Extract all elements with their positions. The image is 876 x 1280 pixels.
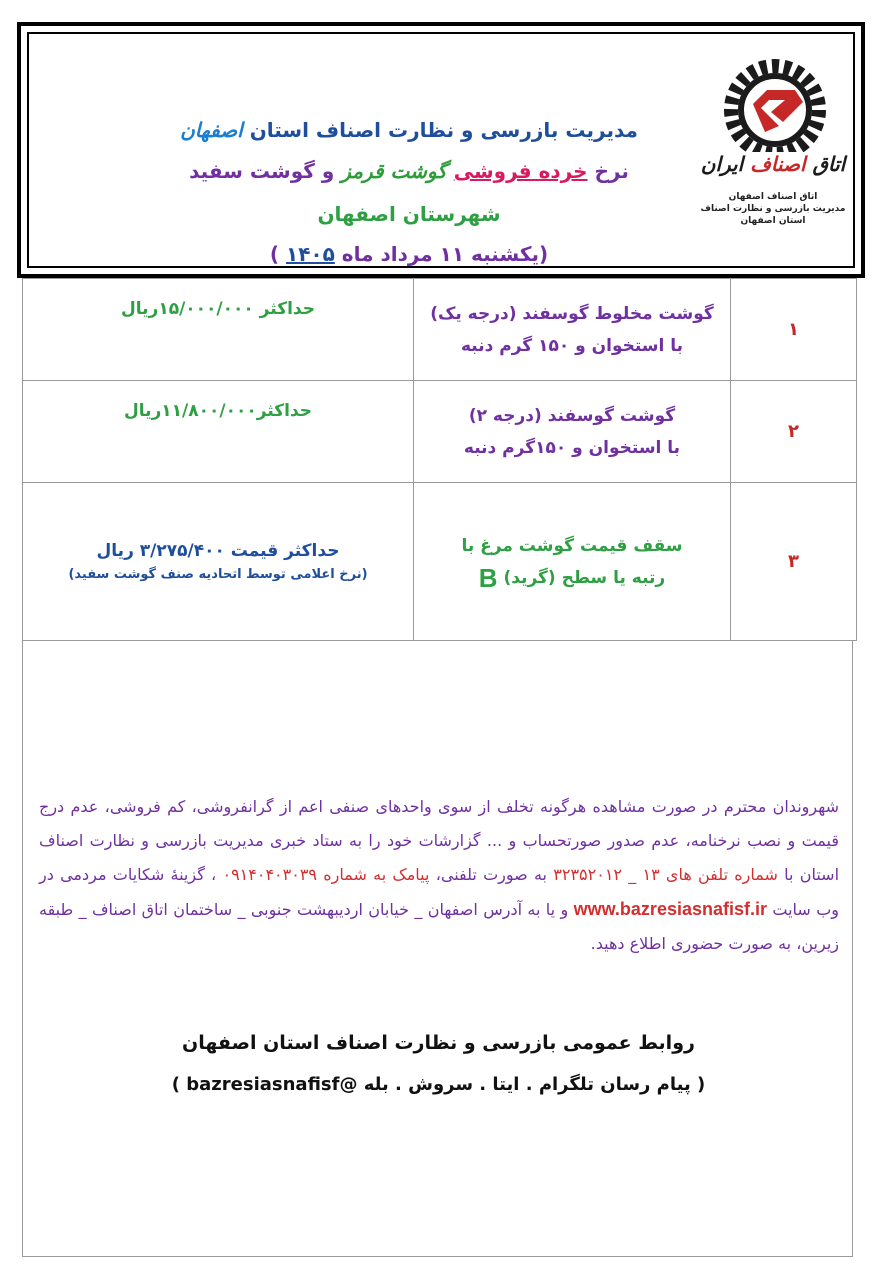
table-row xyxy=(23,381,857,483)
notice-complaint: ، گزینهٔ شکایات مردمی در وب سایت xyxy=(39,865,839,919)
header-inner-border xyxy=(27,32,855,268)
row-item-line1: گوشت مخلوط گوسفند (درجه یک) xyxy=(430,303,714,324)
row-number: ۲ xyxy=(731,381,857,483)
messenger-channels: ( پیام رسان تلگرام . ایتا . سروش . بله @bazresiasnafisf ) xyxy=(171,1074,706,1095)
price-table xyxy=(22,278,857,641)
logo-caption-1: اتاق اصناف اصفهان xyxy=(728,192,818,202)
row-price xyxy=(23,483,414,641)
header-date xyxy=(29,242,789,266)
table-row xyxy=(23,279,857,381)
table-row xyxy=(23,483,857,641)
row-price-note: (نرخ اعلامی توسط اتحادیه صنف گوشت سفید) xyxy=(68,567,368,582)
notice-intro: شهروندان محترم در صورت مشاهده هرگونه تخلف از سوی واحدهای صنفی اعم از گرانفروشی، کم فروشی، عدم درج قیمت و نصب نرخنامه، عدم صدور صورتحساب و ... گزارشات خود را به ستاد خبری مدیریت بازرسی و نظارت اصناف استان با xyxy=(39,797,840,884)
row-number: ۱ xyxy=(731,279,857,381)
notice-address: و یا به آدرس اصفهان _ خیابان اردیبهشت جنوبی _ ساختمان اتاق اصناف _ طبقه زیرین، به صورت حضوری اطلاع دهید. xyxy=(39,900,839,953)
logo-brand-a: اتاق xyxy=(812,152,846,176)
notice-phone: شماره تلفن های ۱۳ _ ۳۲۳۵۲۰۱۲ xyxy=(553,865,778,884)
header-title-province: اصفهان xyxy=(180,118,243,142)
header-date-close: ) xyxy=(269,242,280,266)
logo-brand-b: اصناف xyxy=(750,152,806,176)
row-item-line2: رتبه یا سطح (گرید) xyxy=(503,567,666,588)
notice-sms: پیامک به شماره ۰۹۱۴۰۴۰۳۰۳۹ xyxy=(222,865,430,884)
notice-website-link[interactable]: www.bazresiasnafisf.ir xyxy=(573,899,767,919)
row-item xyxy=(414,483,731,641)
header-subtitle-whitemeat: و گوشت سفید xyxy=(189,159,335,183)
header-subtitle-retail: خرده فروشی xyxy=(453,159,588,183)
logo-caption-2: مدیریت بازرسی و نظارت اصناف xyxy=(700,204,846,214)
row-item-line2-wrap xyxy=(414,562,730,594)
notice-frame xyxy=(22,640,853,1257)
notice-phone-suffix: به صورت تلفنی، xyxy=(435,865,548,884)
header-title xyxy=(29,118,789,142)
header-date-year: ۱۴۰۵ xyxy=(285,242,335,266)
logo-brand-text xyxy=(693,152,853,176)
header-subtitle xyxy=(29,159,789,183)
row-item xyxy=(414,279,731,381)
gear-logo-icon xyxy=(693,52,853,152)
logo-brand-c: ایران xyxy=(700,152,744,176)
asnaf-logo xyxy=(693,52,853,228)
public-relations-title: روابط عمومی بازرسی و نظارت اصناف استان اصفهان xyxy=(182,1032,695,1054)
row-item xyxy=(414,381,731,483)
row-item-line2: با استخوان و ۱۵۰ گرم دنبه xyxy=(460,335,684,356)
row-price: حداکثر ۱۵/۰۰۰/۰۰۰ریال xyxy=(23,279,414,381)
notice-paragraph xyxy=(39,790,839,961)
header-frame xyxy=(17,22,865,278)
header-subtitle-a: نرخ xyxy=(594,159,629,183)
row-item-line2: با استخوان و ۱۵۰گرم دنبه xyxy=(463,437,681,458)
row-item-line1: گوشت گوسفند (درجه ۲) xyxy=(468,405,676,426)
header-city: شهرستان اصفهان xyxy=(317,202,501,226)
row-number: ۳ xyxy=(731,483,857,641)
header-date-day: (یکشنبه ۱۱ مرداد ماه xyxy=(341,242,549,266)
row-price: حداکثر۱۱/۸۰۰/۰۰۰ریال xyxy=(23,381,414,483)
grade-label: B xyxy=(478,562,498,593)
row-price-value: حداکثر قیمت ۳/۲۷۵/۴۰۰ ریال xyxy=(96,541,340,561)
logo-caption-3: استان اصفهان xyxy=(740,216,806,226)
header-subtitle-redmeat: گوشت قرمز xyxy=(341,159,447,183)
header-title-main: مدیریت بازرسی و نظارت اصناف استان xyxy=(249,118,638,142)
row-item-line1: سقف قیمت گوشت مرغ با xyxy=(461,535,683,556)
